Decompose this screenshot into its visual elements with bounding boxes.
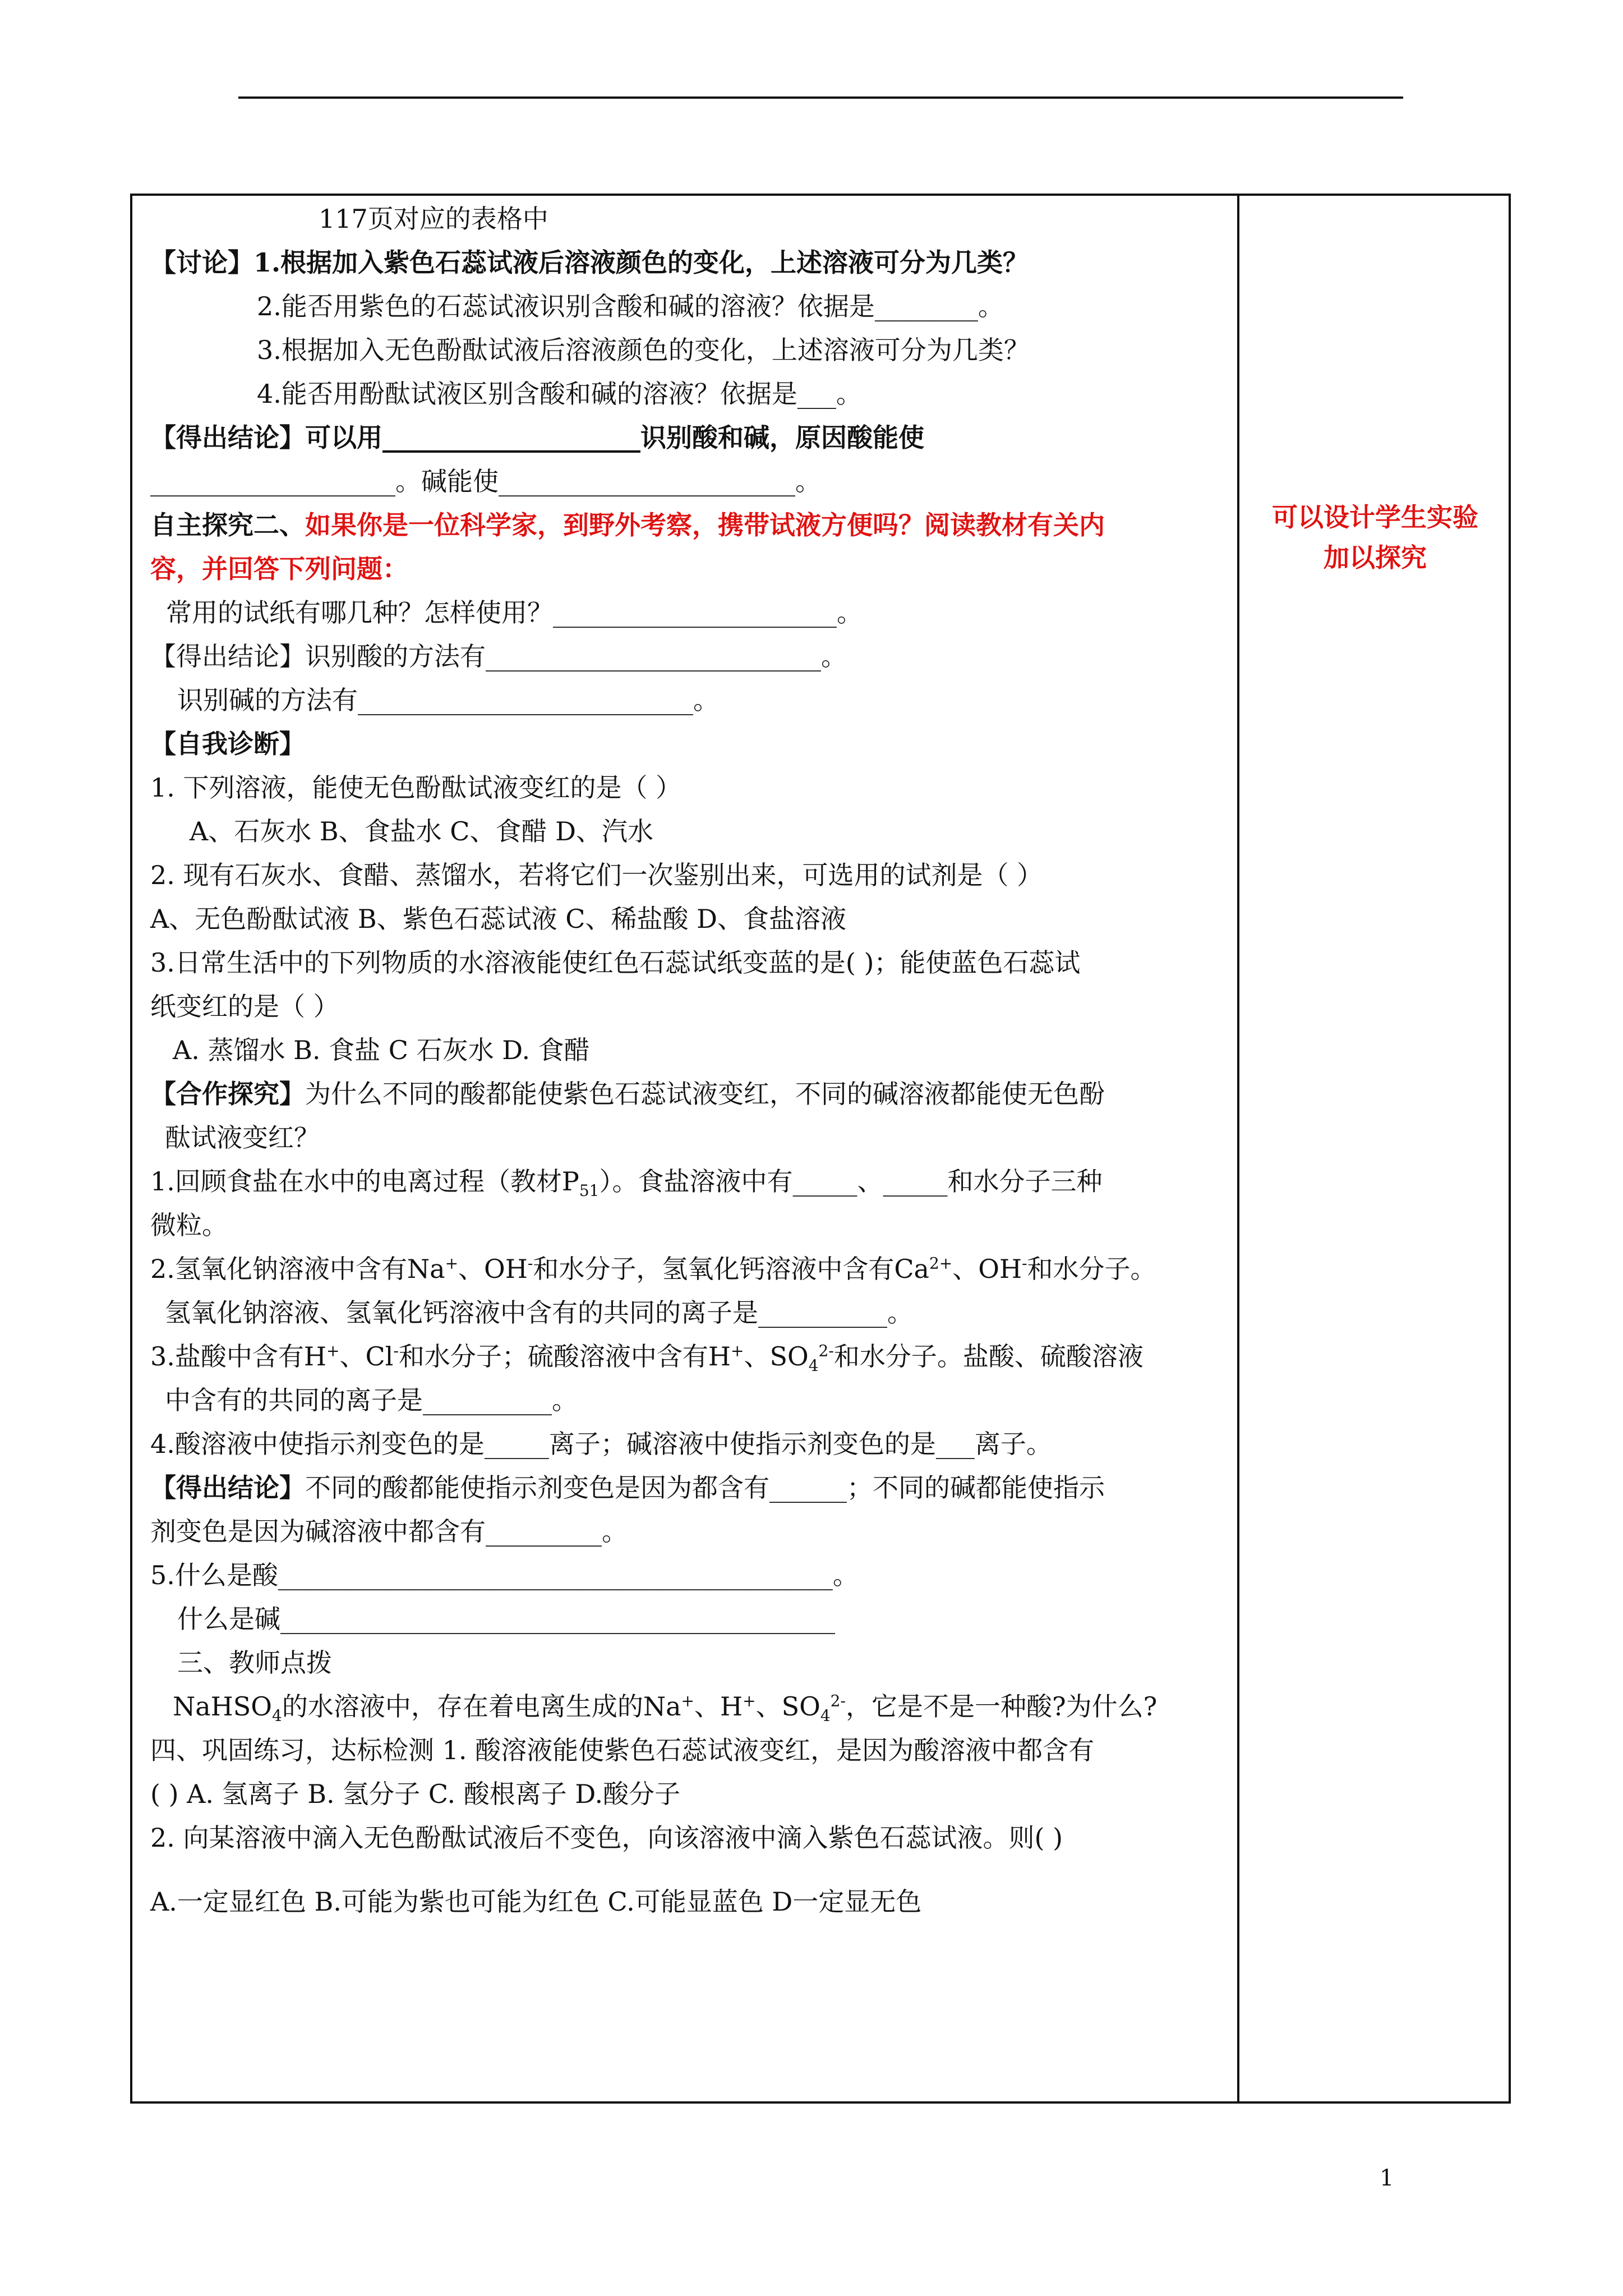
text-line: 氢氧化钠溶液、氢氧化钙溶液中含有的共同的离子是__________。 bbox=[165, 1297, 913, 1328]
text-line: 识别碱的方法有__________________________。 bbox=[177, 685, 719, 715]
text-line: 酞试液变红？ bbox=[165, 1122, 320, 1153]
side-note bbox=[1239, 497, 1511, 578]
text-line: 容，并回答下列问题： bbox=[150, 554, 408, 584]
text-line: ( ) A. 氢离子 B. 氢分子 C. 酸根离子 D.酸分子 bbox=[150, 1779, 681, 1809]
text-line: 【自我诊断】 bbox=[150, 729, 305, 759]
text-line: 4.能否用酚酞试液区别含酸和碱的溶液？依据是___。 bbox=[257, 379, 862, 409]
text-line: 3.盐酸中含有H+、Cl-和水分子；硫酸溶液中含有H+、$SO_4^{2-}$和水分子。盐酸、硫酸溶液 bbox=[150, 1341, 1144, 1375]
text-line: 2. 现有石灰水、食醋、蒸馏水，若将它们一次鉴别出来，可选用的试剂是（ ） bbox=[150, 860, 1043, 890]
text-line: 中含有的共同的离子是__________。 bbox=[165, 1385, 578, 1415]
text-line: 【得出结论】识别酸的方法有__________________________。 bbox=[150, 641, 847, 671]
text-line: 【得出结论】可以用____________________识别酸和碱，原因酸能使 bbox=[150, 422, 924, 453]
text-line: 纸变红的是（ ） bbox=[150, 991, 339, 1022]
text-line: 5.什么是酸___________________________________________。 bbox=[150, 1560, 859, 1590]
text-line: A、石灰水 B、食盐水 C、食醋 D、汽水 bbox=[190, 816, 653, 846]
text-line: 剂变色是因为碱溶液中都含有_________。 bbox=[150, 1516, 628, 1547]
text-line: 【得出结论】不同的酸都能使指示剂变色是因为都含有______；不同的碱都能使指示 bbox=[150, 1473, 1105, 1503]
text-line: 3.根据加入无色酚酞试液后溶液颜色的变化，上述溶液可分为几类？ bbox=[257, 335, 1030, 365]
text-line: A.一定显红色 B.可能为紫也可能为红色 C.可能显蓝色 D一定显无色 bbox=[150, 1887, 922, 1917]
column-divider bbox=[1237, 194, 1239, 2104]
text-line: 2. 向某溶液中滴入无色酚酞试液后不变色，向该溶液中滴入紫色石蕊试液。则( ) bbox=[150, 1823, 1063, 1853]
text-line: A. 蒸馏水 B. 食盐 C 石灰水 D. 食醋 bbox=[173, 1035, 590, 1065]
text-line: 微粒。 bbox=[150, 1210, 228, 1240]
header-rule bbox=[238, 96, 1403, 99]
text-line: 【讨论】1.根据加入紫色石蕊试液后溶液颜色的变化，上述溶液可分为几类？ bbox=[150, 247, 1029, 278]
text-line: 2.能否用紫色的石蕊试液识别含酸和碱的溶液？依据是________。 bbox=[257, 291, 1004, 321]
text-line: 117页对应的表格中 bbox=[319, 204, 548, 234]
text-line: 1.回顾食盐在水中的电离过程（教材$P_{51}$）。食盐溶液中有_____、_____和水分子三种 bbox=[150, 1166, 1103, 1200]
page-number: 1 bbox=[1380, 2165, 1394, 2191]
text-line: 什么是碱___________________________________________ bbox=[177, 1604, 835, 1634]
text-line: 四、巩固练习，达标检测 1. 酸溶液能使紫色石蕊试液变红，是因为酸溶液中都含有 bbox=[150, 1735, 1095, 1765]
text-line: 常用的试纸有哪几种？怎样使用？______________________。 bbox=[166, 597, 863, 628]
text-line: ___________________。碱能使_______________________。 bbox=[150, 466, 821, 496]
text-line: 3.日常生活中的下列物质的水溶液能使红色石蕊试纸变蓝的是( )；能使蓝色石蕊试 bbox=[150, 947, 1081, 978]
text-line: A、无色酚酞试液 B、紫色石蕊试液 C、稀盐酸 D、食盐溶液 bbox=[150, 904, 846, 934]
side-note-line-2: 加以探究 bbox=[1324, 542, 1427, 573]
text-line: 【合作探究】为什么不同的酸都能使紫色石蕊试液变红，不同的碱溶液都能使无色酚 bbox=[150, 1079, 1105, 1109]
text-line: NaHSO$_4$的水溶液中，存在着电离生成的Na+、H+、$SO_4^{2-}$，它是不是一种酸?为什么? bbox=[173, 1691, 1158, 1726]
text-line: 2.氢氧化钠溶液中含有Na+、OH-和水分子，氢氧化钙溶液中含有$Ca^{2+}$、OH-和水分子。 bbox=[150, 1254, 1156, 1284]
text-line: 4.酸溶液中使指示剂变色的是_____离子；碱溶液中使指示剂变色的是___离子。 bbox=[150, 1429, 1052, 1459]
text-line: 自主探究二、如果你是一位科学家，到野外考察，携带试液方便吗？阅读教材有关内 bbox=[150, 510, 1105, 540]
text-line: 1. 下列溶液，能使无色酚酞试液变红的是（ ） bbox=[150, 772, 682, 803]
text-line: 三、教师点拨 bbox=[177, 1648, 332, 1678]
side-note-line-1: 可以设计学生实验 bbox=[1272, 502, 1478, 532]
